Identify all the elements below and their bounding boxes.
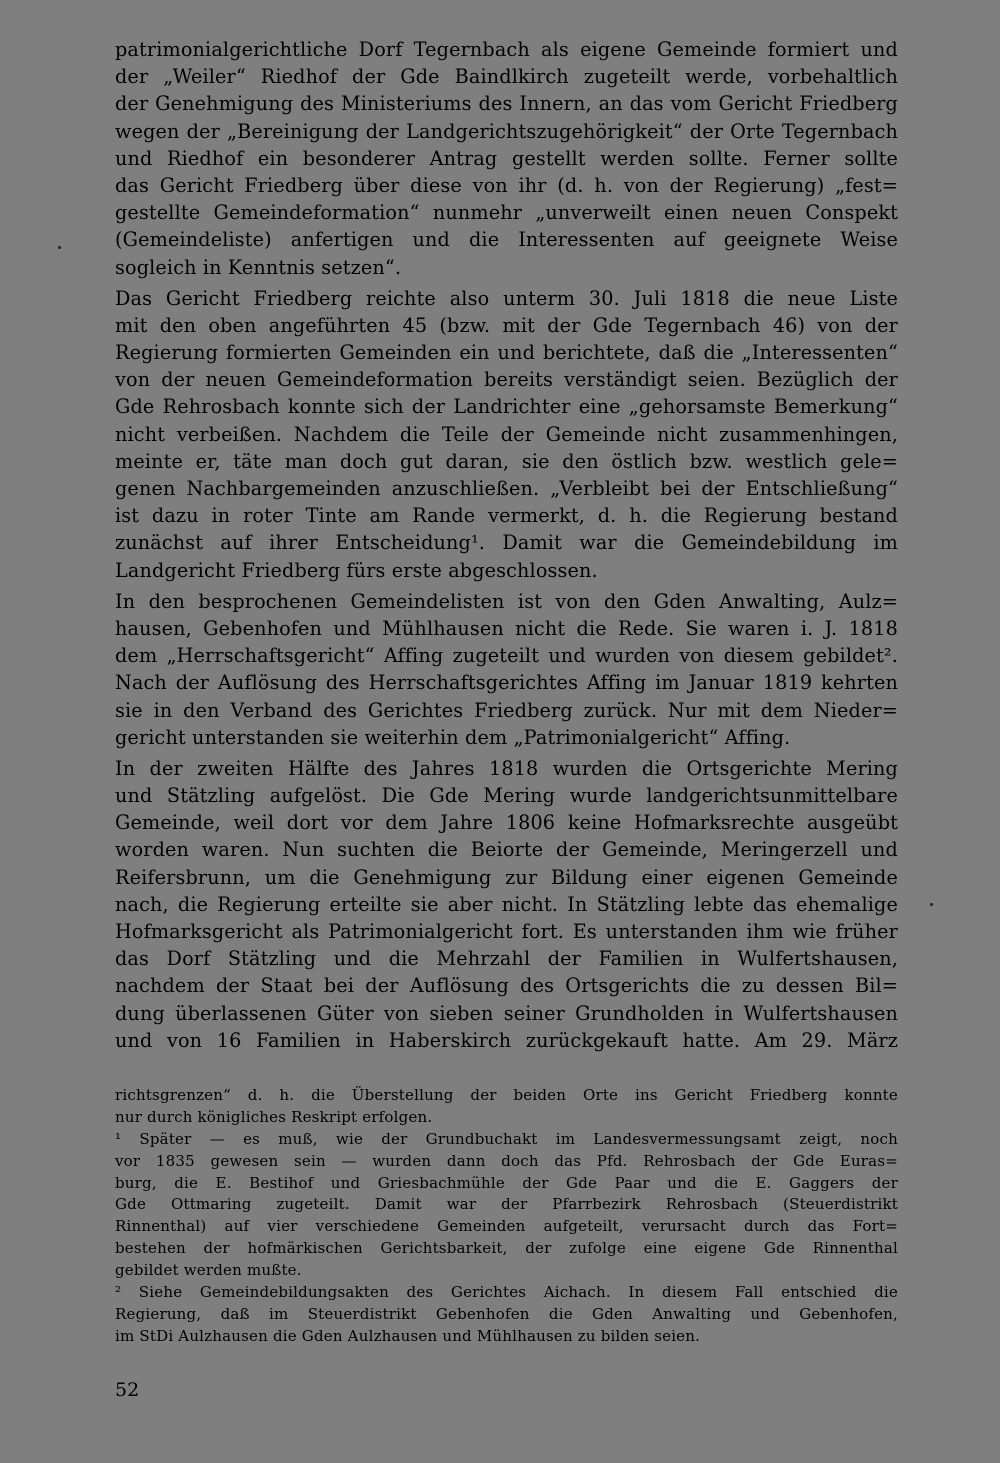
footnote-line: im StDi Aulzhausen die Gden Aulzhausen und Mühlhausen zu bilden seien. <box>115 1326 701 1345</box>
text-line: Gemeinde, weil dort vor dem Jahre 1806 keine Hofmarksrechte ausgeübt <box>115 811 898 835</box>
footnote-line: Regierung, daß im Steuerdistrikt Gebenhofen die Gden Anwalting und Gebenhofen, <box>115 1304 898 1323</box>
text-line: In der zweiten Hälfte des Jahres 1818 wurden die Ortsgerichte Mering <box>115 756 898 780</box>
footnote-line: ² Siehe Gemeindebildungsakten des Gerichtes Aichach. In diesem Fall entschied die <box>115 1283 898 1302</box>
text-line: das Gericht Friedberg über diese von ihr (d. h. von der Regierung) „fest= <box>115 173 898 197</box>
footnotes <box>115 1085 898 1348</box>
footnote-line: nur durch königliches Reskript erfolgen. <box>115 1107 433 1126</box>
footnote-line: vor 1835 gewesen sein — wurden dann doch das Pfd. Rehrosbach der Gde Euras= <box>115 1151 898 1170</box>
paragraph-1 <box>115 36 898 281</box>
text-line: zunächst auf ihrer Entscheidung¹. Damit war die Gemeindebildung im <box>115 531 898 555</box>
text-line: Regierung formierten Gemeinden ein und berichtete, daß die „Interessenten“ <box>115 341 898 365</box>
text-line: mit den oben angeführten 45 (bzw. mit der Gde Tegernbach 46) von der <box>115 313 898 337</box>
text-line: sogleich in Kenntnis setzen“. <box>115 255 402 279</box>
text-line: und von 16 Familien in Haberskirch zurückgekauft hatte. Am 29. März <box>115 1028 898 1052</box>
scan-speck <box>58 246 61 249</box>
text-line: nicht verbeißen. Nachdem die Teile der Gemeinde nicht zusammenhingen, <box>115 422 898 446</box>
text-line: sie in den Verband des Gerichtes Friedberg zurück. Nur mit dem Nieder= <box>115 698 898 722</box>
footnote-line: bestehen der hofmärkischen Gerichtsbarkeit, der zufolge eine eigene Gde Rinnenthal <box>115 1239 898 1258</box>
text-line: In den besprochenen Gemeindelisten ist von den Gden Anwalting, Aulz= <box>115 589 898 613</box>
text-line: das Dorf Stätzling und die Mehrzahl der Familien in Wulfertshausen, <box>115 947 898 971</box>
text-line: der Genehmigung des Ministeriums des Innern, an das vom Gericht Friedberg <box>115 92 898 116</box>
text-line: Hofmarksgericht als Patrimonialgericht fort. Es unterstanden ihm wie früher <box>115 920 898 943</box>
text-line: Landgericht Friedberg fürs erste abgeschlossen. <box>115 558 598 582</box>
text-line: Reifersbrunn, um die Genehmigung zur Bildung einer eigenen Gemeinde <box>115 865 898 889</box>
footnote-line: gebildet werden mußte. <box>115 1261 302 1280</box>
text-line: und Riedhof ein besonderer Antrag gestellt werden sollte. Ferner sollte <box>115 146 898 170</box>
footnote-line: richtsgrenzen“ d. h. die Überstellung der beiden Orte ins Gericht Friedberg konnte <box>115 1086 898 1104</box>
text-line: gericht unterstanden sie weiterhin dem „Patrimonialgericht“ Affing. <box>115 725 791 749</box>
text-line: patrimonialgerichtliche Dorf Tegernbach als eigene Gemeinde formiert und <box>115 38 898 61</box>
text-line: meinte er, täte man doch gut daran, sie den östlich bzw. westlich gele= <box>115 449 898 473</box>
text-line: (Gemeindeliste) anfertigen und die Interessenten auf geeignete Weise <box>115 228 898 252</box>
text-line: dung überlassenen Güter von sieben seiner Grundholden in Wulfertshausen <box>115 1001 898 1025</box>
scan-speck <box>930 903 933 906</box>
text-line: der „Weiler“ Riedhof der Gde Baindlkirch zugeteilt werde, vorbehaltlich <box>115 65 898 89</box>
text-line: hausen, Gebenhofen und Mühlhausen nicht die Rede. Sie waren i. J. 1818 <box>115 616 898 640</box>
paragraph-4 <box>115 755 898 1054</box>
footnote-line: Gde Ottmaring zugeteilt. Damit war der Pfarrbezirk Rehrosbach (Steuerdistrikt <box>115 1195 898 1214</box>
text-line: Gde Rehrosbach konnte sich der Landrichter eine „gehorsamste Bemerkung“ <box>115 395 898 419</box>
paragraph-2 <box>115 285 898 584</box>
footnote-line: burg, die E. Bestihof und Griesbachmühle der Gde Paar und die E. Gaggers der <box>115 1173 898 1192</box>
main-text <box>115 36 898 1058</box>
text-line: Das Gericht Friedberg reichte also unterm 30. Juli 1818 die neue Liste <box>115 286 898 310</box>
page-number: 52 <box>115 1379 140 1401</box>
text-line: worden waren. Nun suchten die Beiorte der Gemeinde, Meringerzell und <box>115 838 898 862</box>
text-line: nachdem der Staat bei der Auflösung des Ortsgerichts die zu dessen Bil= <box>115 974 898 998</box>
text-line: dem „Herrschaftsgericht“ Affing zugeteilt und wurden von diesem gebildet². <box>115 644 898 668</box>
text-line: Nach der Auflösung des Herrschaftsgerichtes Affing im Januar 1819 kehrten <box>115 671 898 695</box>
text-line: gestellte Gemeindeformation“ nunmehr „unverweilt einen neuen Conspekt <box>115 201 898 225</box>
text-line: von der neuen Gemeindeformation bereits verständigt seien. Bezüglich der <box>115 368 898 392</box>
footnote-line: Rinnenthal) auf vier verschiedene Gemeinden aufgeteilt, verursacht durch das Fort= <box>115 1217 898 1236</box>
paragraph-3 <box>115 588 898 751</box>
text-line: wegen der „Bereinigung der Landgerichtszugehörigkeit“ der Orte Tegernbach <box>115 119 898 143</box>
footnote-line: ¹ Später — es muß, wie der Grundbuchakt im Landesvermessungsamt zeigt, noch <box>115 1129 898 1148</box>
text-line: genen Nachbargemeinden anzuschließen. „Verbleibt bei der Entschließung“ <box>115 477 898 500</box>
text-line: und Stätzling aufgelöst. Die Gde Mering wurde landgerichtsunmittelbare <box>115 784 898 808</box>
text-line: nach, die Regierung erteilte sie aber nicht. In Stätzling lebte das ehemalige <box>115 892 898 916</box>
text-line: ist dazu in roter Tinte am Rande vermerkt, d. h. die Regierung bestand <box>115 504 898 528</box>
